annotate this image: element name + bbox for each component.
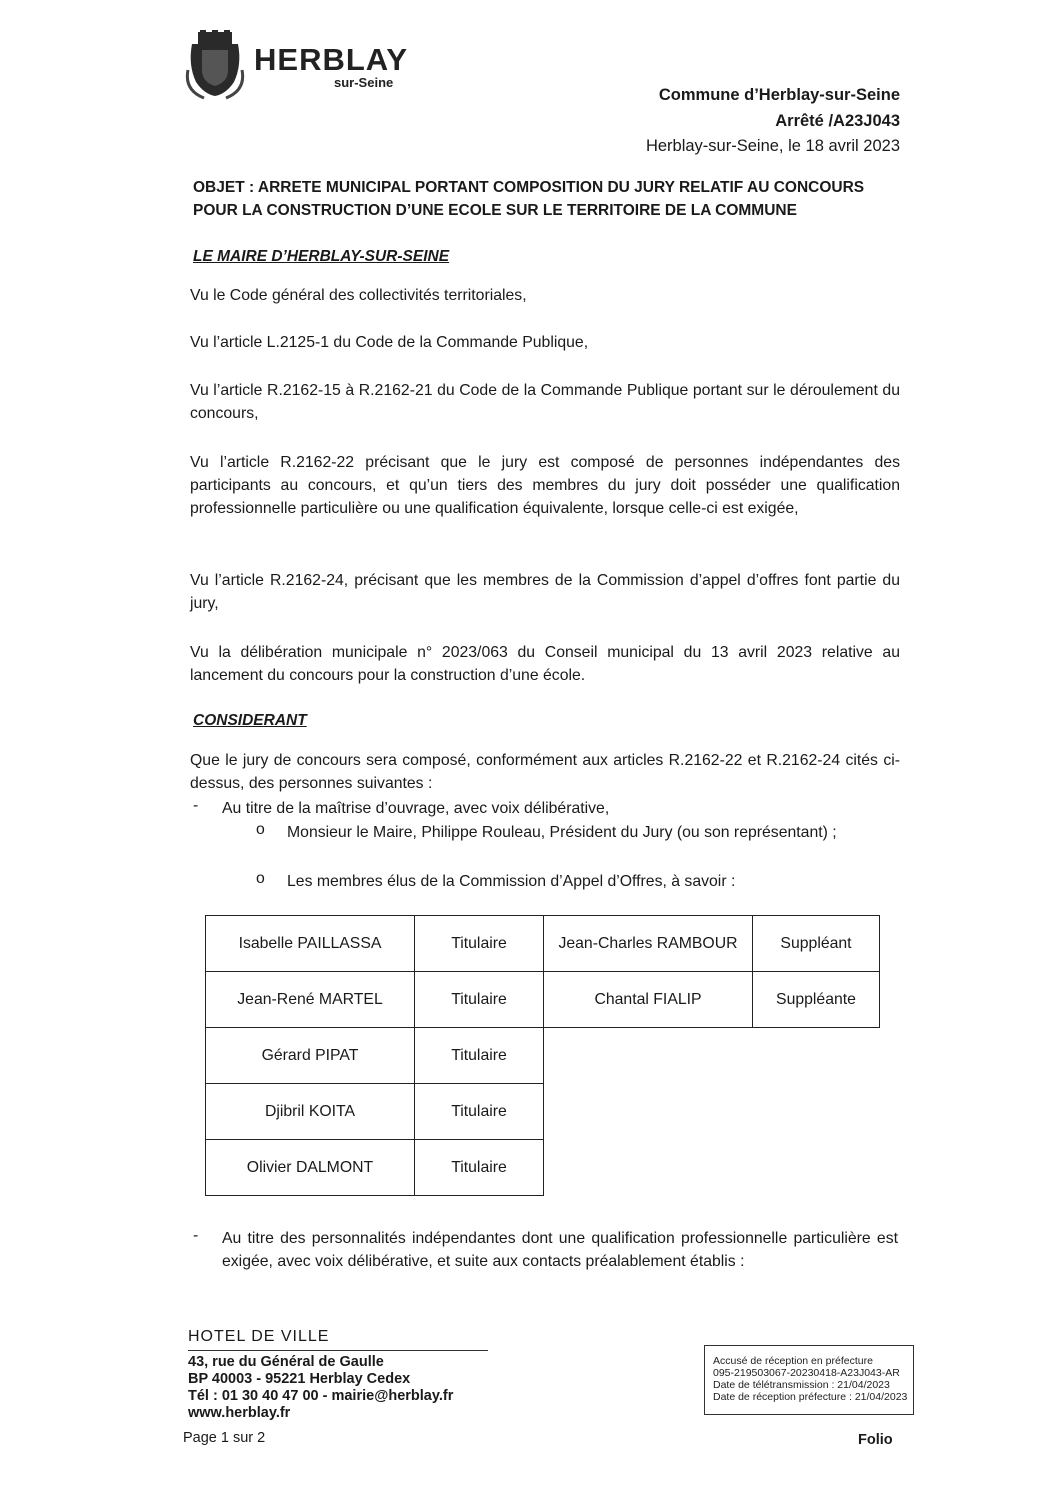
footer-divider <box>188 1350 488 1351</box>
empty-cell <box>544 1084 880 1140</box>
member-role: Titulaire <box>415 972 544 1028</box>
member-name: Gérard PIPAT <box>206 1028 415 1084</box>
document-date: Herblay-sur-Seine, le 18 avril 2023 <box>645 137 900 155</box>
table-row <box>206 1140 880 1196</box>
sub-bullet-cao: Les membres élus de la Commission d’Appel d’Offres, à savoir : <box>287 873 736 890</box>
footer-title: HOTEL DE VILLE <box>188 1328 330 1345</box>
member-role: Titulaire <box>415 1028 544 1084</box>
bullet-personnalites: Au titre des personnalités indépendantes dont une qualification professionnelle particulière est exigée, avec voix délibérative, et suite aux contacts préalablement établis : <box>222 1230 898 1270</box>
objet <box>193 176 913 222</box>
vu-paragraph: Vu la délibération municipale n° 2023/063 du Conseil municipal du 13 avril 2023 relative au lancement du concours pour la construction d’une école. <box>190 644 900 684</box>
vu-paragraph: Vu l’article R.2162-24, précisant que les membres de la Commission d’appel d’offres font partie du jury, <box>190 572 900 612</box>
herblay-logo <box>184 30 434 100</box>
logo-sub: sur-Seine <box>334 75 394 90</box>
sub-bullet-maire: Monsieur le Maire, Philippe Rouleau, Président du Jury (ou son représentant) ; <box>287 824 837 841</box>
table-row <box>206 916 880 972</box>
member-name: Jean-René MARTEL <box>206 972 415 1028</box>
substitute-name: Chantal FIALIP <box>544 972 753 1028</box>
stamp-line: Accusé de réception en préfecture <box>713 1355 873 1367</box>
member-name: Isabelle PAILLASSA <box>206 916 415 972</box>
substitute-name: Jean-Charles RAMBOUR <box>544 916 753 972</box>
folio-label: Folio <box>858 1432 893 1448</box>
sub-bullet-marker: o <box>256 821 265 838</box>
footer-address <box>188 1354 453 1422</box>
vu-paragraph: Vu l’article R.2162-22 précisant que le jury est composé de personnes indépendantes des participants au concours, et qu’un tiers des membres du jury doit posséder une qualification professionnelle particulière ou une qualification équivalente, lorsque celle-ci est exigée, <box>190 454 900 517</box>
stamp-line: Date de télétransmission : 21/04/2023 <box>713 1379 890 1391</box>
jury-table <box>205 915 880 1196</box>
stamp-line: 095-219503067-20230418-A23J043-AR <box>713 1367 900 1379</box>
table-row <box>206 1084 880 1140</box>
page-number: Page 1 sur 2 <box>183 1430 266 1446</box>
table-row <box>206 1028 880 1084</box>
bullet-dash: - <box>193 1227 199 1244</box>
coat-of-arms-icon <box>184 30 246 100</box>
sub-bullet-marker: o <box>256 870 265 887</box>
member-role: Titulaire <box>415 1084 544 1140</box>
empty-cell <box>544 1028 880 1084</box>
arrete-number: Arrêté /A23J043 <box>775 112 900 130</box>
vu-paragraph: Vu l’article R.2162-15 à R.2162-21 du Code de la Commande Publique portant sur le déroulement du concours, <box>190 382 900 422</box>
bullet-maitrise-ouvrage: Au titre de la maîtrise d’ouvrage, avec voix délibérative, <box>222 800 610 817</box>
maire-title: LE MAIRE D’HERBLAY-SUR-SEINE <box>193 248 450 265</box>
stamp-line: Date de réception préfecture : 21/04/2023 <box>713 1391 908 1403</box>
substitute-role: Suppléant <box>753 916 880 972</box>
bullet-dash: - <box>193 797 199 814</box>
commune-name: Commune d’Herblay-sur-Seine <box>658 86 900 104</box>
logo-name: HERBLAY <box>254 42 408 77</box>
prefecture-stamp <box>704 1345 914 1415</box>
member-name: Djibril KOITA <box>206 1084 415 1140</box>
vu-paragraph: Vu le Code général des collectivités territoriales, <box>190 287 527 304</box>
table-row <box>206 972 880 1028</box>
website-line: www.herblay.fr <box>188 1405 291 1421</box>
member-role: Titulaire <box>415 916 544 972</box>
objet-line-1: OBJET : ARRETE MUNICIPAL PORTANT COMPOSITION DU JURY RELATIF AU CONCOURS <box>193 179 865 196</box>
vu-paragraph: Vu l’article L.2125-1 du Code de la Commande Publique, <box>190 334 589 351</box>
address-line: 43, rue du Général de Gaulle <box>188 1354 384 1370</box>
substitute-role: Suppléante <box>753 972 880 1028</box>
address-line: BP 40003 - 95221 Herblay Cedex <box>188 1371 411 1387</box>
objet-line-2: POUR LA CONSTRUCTION D’UNE ECOLE SUR LE TERRITOIRE DE LA COMMUNE <box>193 202 797 219</box>
contact-line: Tél : 01 30 40 47 00 - mairie@herblay.fr <box>188 1388 454 1404</box>
considerant-text: Que le jury de concours sera composé, conformément aux articles R.2162-22 et R.2162-24 cités ci-dessus, des personnes suivantes : <box>190 752 900 792</box>
considerant-title: CONSIDERANT <box>193 712 307 729</box>
empty-cell <box>544 1140 880 1196</box>
member-name: Olivier DALMONT <box>206 1140 415 1196</box>
member-role: Titulaire <box>415 1140 544 1196</box>
